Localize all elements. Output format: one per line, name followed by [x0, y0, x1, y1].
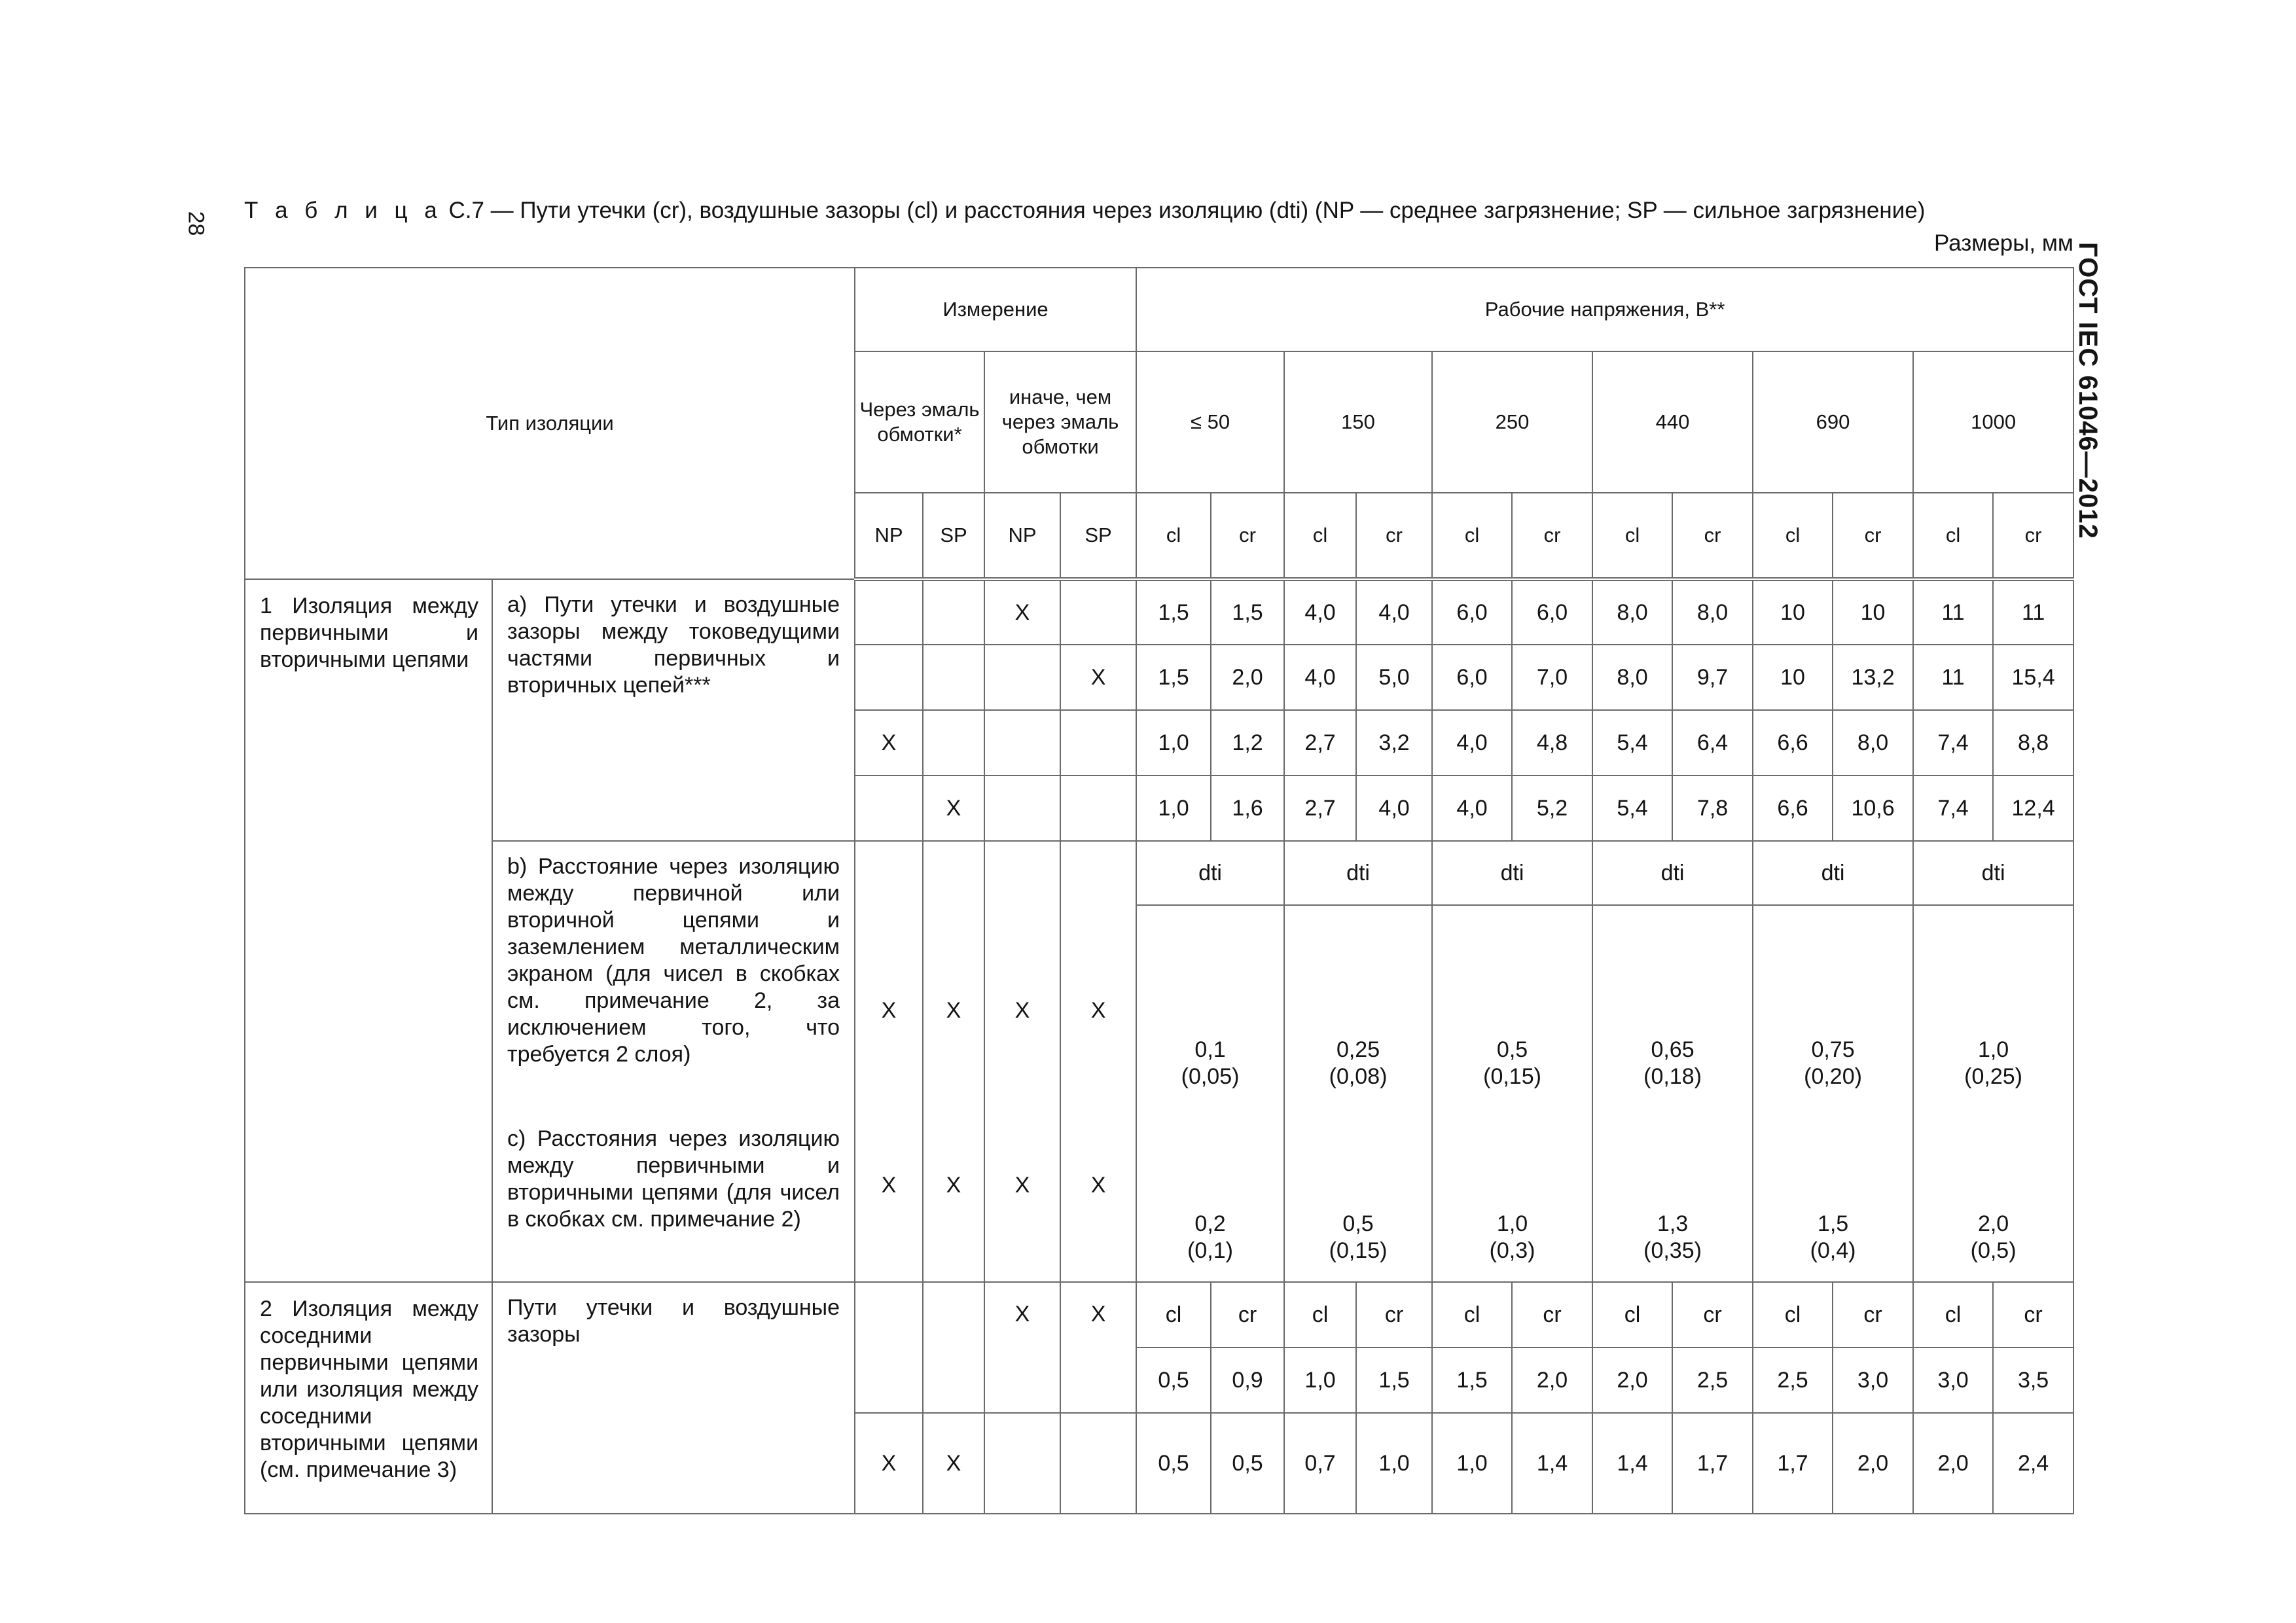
table-row	[245, 841, 2073, 905]
dti-b-paren: (0,18)	[1643, 1064, 1702, 1089]
mark-cell	[984, 1413, 1060, 1514]
value-cell: 2,5	[1672, 1347, 1753, 1413]
header-measurement: Измерение	[855, 268, 1136, 351]
header-voltage: 690	[1753, 351, 1913, 493]
mark-cell	[984, 645, 1060, 710]
value-cell: 6,6	[1753, 710, 1833, 776]
mark-c: X	[946, 1172, 961, 1198]
value-cell: 2,4	[1993, 1413, 2073, 1514]
header-cl: cl	[1136, 493, 1211, 579]
dti-b-value: 0,1	[1194, 1037, 1226, 1062]
dti-c-value: 1,0	[1496, 1211, 1528, 1236]
header-np: NP	[984, 493, 1060, 579]
header-cr: cr	[1672, 493, 1753, 579]
value-cell: 1,5	[1432, 1347, 1512, 1413]
units-label: Размеры, мм	[1933, 230, 2073, 256]
mark-cell	[923, 645, 984, 710]
section-1bc-description	[492, 841, 855, 1282]
section-1a-description: a) Пути утечки и воздушные зазоры между токоведущими частями первичных и вторичных цепей***	[492, 579, 855, 841]
value-cell: 4,0	[1432, 710, 1512, 776]
value-cell: 10	[1753, 645, 1833, 710]
mark-b: X	[1090, 997, 1106, 1023]
value-cell: 1,7	[1753, 1413, 1833, 1514]
header-cr: cr	[1672, 1282, 1753, 1347]
header-cl: cl	[1136, 1282, 1211, 1347]
value-cell: 6,0	[1432, 579, 1512, 645]
dti-c-paren: (0,3)	[1489, 1238, 1535, 1263]
value-cell: 4,8	[1512, 710, 1592, 776]
dti-values	[1432, 905, 1592, 1282]
mark-cell	[855, 841, 923, 1282]
value-cell: 11	[1993, 579, 2073, 645]
value-cell: 15,4	[1993, 645, 2073, 710]
value-cell: 8,0	[1592, 645, 1672, 710]
value-cell: 1,5	[1356, 1347, 1432, 1413]
mark-cell: X	[1060, 1282, 1136, 1413]
section-1-title: 1 Изоляция между первичными и вторичными цепями	[245, 579, 492, 1282]
value-cell: 2,0	[1833, 1413, 1913, 1514]
header-cl: cl	[1592, 1282, 1672, 1347]
header-cr: cr	[1356, 1282, 1432, 1347]
dti-header: dti	[1136, 841, 1284, 905]
table-row	[245, 579, 2073, 645]
value-cell: 3,2	[1356, 710, 1432, 776]
mark-cell	[855, 645, 923, 710]
value-cell: 1,6	[1211, 776, 1284, 841]
standard-designation: ГОСТ IEC 61046—2012	[2073, 242, 2102, 539]
mark-cell	[1060, 776, 1136, 841]
value-cell: 4,0	[1284, 579, 1356, 645]
value-cell: 5,0	[1356, 645, 1432, 710]
value-cell: 1,5	[1211, 579, 1284, 645]
mark-cell	[984, 841, 1060, 1282]
value-cell: 2,0	[1512, 1347, 1592, 1413]
mark-cell	[923, 841, 984, 1282]
section-1c-description: c) Расстояния через изоляцию между первичными и вторичными цепями (для чисел в скобках см. примечание 2)	[507, 1126, 840, 1232]
header-voltage: 250	[1432, 351, 1592, 493]
caption-title: С.7 — Пути утечки (cr), воздушные зазоры (cl) и расстояния через изоляцию (dti) (NP — среднее загрязнение; SP — сильное загрязнение)	[442, 198, 1926, 223]
header-cr: cr	[1993, 493, 2073, 579]
header-cr: cr	[1211, 493, 1284, 579]
mark-c: X	[881, 1172, 897, 1198]
value-cell: 7,0	[1512, 645, 1592, 710]
value-cell: 12,4	[1993, 776, 2073, 841]
value-cell: 13,2	[1833, 645, 1913, 710]
value-cell: 2,5	[1753, 1347, 1833, 1413]
mark-cell	[855, 776, 923, 841]
value-cell: 0,9	[1211, 1347, 1284, 1413]
dti-values	[1592, 905, 1753, 1282]
dti-header: dti	[1913, 841, 2073, 905]
value-cell: 4,0	[1356, 776, 1432, 841]
mark-cell: X	[1060, 645, 1136, 710]
header-voltage: ≤ 50	[1136, 351, 1284, 493]
dti-c-paren: (0,1)	[1187, 1238, 1233, 1263]
value-cell: 3,0	[1913, 1347, 1993, 1413]
header-insulation-type: Тип изоляции	[245, 268, 855, 579]
value-cell: 10,6	[1833, 776, 1913, 841]
header-cr: cr	[1211, 1282, 1284, 1347]
mark-cell	[855, 579, 923, 645]
dti-header: dti	[1432, 841, 1592, 905]
header-cl: cl	[1913, 1282, 1993, 1347]
header-cr: cr	[1512, 493, 1592, 579]
value-cell: 2,0	[1913, 1413, 1993, 1514]
mark-cell	[984, 776, 1060, 841]
mark-cell: X	[984, 579, 1060, 645]
value-cell: 0,5	[1136, 1347, 1211, 1413]
mark-cell: X	[923, 1413, 984, 1514]
header-voltage: 440	[1592, 351, 1753, 493]
dti-header: dti	[1284, 841, 1432, 905]
dti-values	[1753, 905, 1913, 1282]
dti-b-paren: (0,05)	[1181, 1064, 1240, 1089]
value-cell: 11	[1913, 579, 1993, 645]
header-cl: cl	[1284, 1282, 1356, 1347]
mark-cell: X	[855, 710, 923, 776]
header-cl: cl	[1913, 493, 1993, 579]
section-1b-description: b) Расстояние через изоляцию между первичной или вторичной цепями и заземлением металлическим экраном (для чисел в скобках см. примечание 2, за исключением того, что требуется 2 слоя)	[507, 854, 840, 1067]
value-cell: 2,0	[1211, 645, 1284, 710]
value-cell: 6,0	[1432, 645, 1512, 710]
header-other-than-enamel: иначе, чем через эмаль обмотки	[984, 351, 1136, 493]
value-cell: 7,8	[1672, 776, 1753, 841]
dti-b-paren: (0,20)	[1804, 1064, 1862, 1089]
dti-b-value: 0,65	[1651, 1037, 1695, 1062]
header-sp: SP	[923, 493, 984, 579]
dti-c-paren: (0,5)	[1970, 1238, 2017, 1263]
mark-cell	[1060, 841, 1136, 1282]
value-cell: 2,7	[1284, 776, 1356, 841]
dti-b-value: 1,0	[1977, 1037, 2009, 1062]
value-cell: 1,0	[1284, 1347, 1356, 1413]
dti-c-value: 1,5	[1817, 1211, 1849, 1236]
header-cl: cl	[1432, 1282, 1512, 1347]
table-caption	[244, 198, 1925, 224]
dti-c-value: 0,2	[1194, 1211, 1226, 1236]
mark-cell	[923, 710, 984, 776]
value-cell: 1,5	[1136, 645, 1211, 710]
value-cell: 9,7	[1672, 645, 1753, 710]
value-cell: 0,5	[1136, 1413, 1211, 1514]
header-voltage: 150	[1284, 351, 1432, 493]
dti-b-value: 0,75	[1811, 1037, 1855, 1062]
value-cell: 4,0	[1432, 776, 1512, 841]
value-cell: 10	[1833, 579, 1913, 645]
dti-b-paren: (0,15)	[1483, 1064, 1541, 1089]
dti-header: dti	[1592, 841, 1753, 905]
value-cell: 7,4	[1913, 776, 1993, 841]
value-cell: 2,0	[1592, 1347, 1672, 1413]
value-cell: 6,6	[1753, 776, 1833, 841]
value-cell: 1,0	[1356, 1413, 1432, 1514]
value-cell: 1,4	[1592, 1413, 1672, 1514]
mark-cell: X	[984, 1282, 1060, 1413]
value-cell: 1,4	[1512, 1413, 1592, 1514]
dti-c-paren: (0,4)	[1810, 1238, 1856, 1263]
value-cell: 8,0	[1672, 579, 1753, 645]
mark-cell	[923, 1282, 984, 1413]
value-cell: 10	[1753, 579, 1833, 645]
header-cl: cl	[1284, 493, 1356, 579]
header-via-enamel: Через эмаль обмотки*	[855, 351, 984, 493]
header-np: NP	[855, 493, 923, 579]
header-cl: cl	[1592, 493, 1672, 579]
header-cr: cr	[1356, 493, 1432, 579]
header-voltage: 1000	[1913, 351, 2073, 493]
value-cell: 1,0	[1136, 776, 1211, 841]
header-cl: cl	[1432, 493, 1512, 579]
header-sp: SP	[1060, 493, 1136, 579]
section-2-description: Пути утечки и воздушные зазоры	[492, 1282, 855, 1514]
header-cr: cr	[1993, 1282, 2073, 1347]
header-cr: cr	[1833, 1282, 1913, 1347]
value-cell: 1,7	[1672, 1413, 1753, 1514]
value-cell: 8,0	[1592, 579, 1672, 645]
page-number: 28	[183, 211, 209, 236]
mark-cell	[855, 1282, 923, 1413]
value-cell: 5,2	[1512, 776, 1592, 841]
dti-c-paren: (0,15)	[1329, 1238, 1388, 1263]
table-row	[245, 1282, 2073, 1347]
value-cell: 1,2	[1211, 710, 1284, 776]
dti-header: dti	[1753, 841, 1913, 905]
dti-b-value: 0,25	[1336, 1037, 1380, 1062]
dti-c-value: 0,5	[1342, 1211, 1374, 1236]
mark-b: X	[946, 997, 961, 1023]
value-cell: 6,4	[1672, 710, 1753, 776]
mark-c: X	[1014, 1172, 1030, 1198]
value-cell: 1,5	[1136, 579, 1211, 645]
dti-values	[1284, 905, 1432, 1282]
value-cell: 7,4	[1913, 710, 1993, 776]
dti-values	[1136, 905, 1284, 1282]
value-cell: 1,0	[1432, 1413, 1512, 1514]
mark-c: X	[1090, 1172, 1106, 1198]
value-cell: 0,5	[1211, 1413, 1284, 1514]
mark-cell	[1060, 579, 1136, 645]
value-cell: 2,7	[1284, 710, 1356, 776]
clearance-table	[244, 267, 2074, 1514]
mark-cell	[923, 579, 984, 645]
mark-b: X	[1014, 997, 1030, 1023]
mark-cell	[1060, 1413, 1136, 1514]
mark-cell	[1060, 710, 1136, 776]
dti-c-value: 1,3	[1657, 1211, 1689, 1236]
value-cell: 5,4	[1592, 776, 1672, 841]
dti-c-value: 2,0	[1977, 1211, 2009, 1236]
value-cell: 8,8	[1993, 710, 2073, 776]
value-cell: 1,0	[1136, 710, 1211, 776]
dti-values	[1913, 905, 2073, 1282]
dti-b-value: 0,5	[1496, 1037, 1528, 1062]
value-cell: 4,0	[1356, 579, 1432, 645]
value-cell: 3,5	[1993, 1347, 2073, 1413]
dti-c-paren: (0,35)	[1643, 1238, 1702, 1263]
mark-cell: X	[923, 776, 984, 841]
value-cell: 4,0	[1284, 645, 1356, 710]
dti-b-paren: (0,25)	[1964, 1064, 2022, 1089]
value-cell: 5,4	[1592, 710, 1672, 776]
header-cl: cl	[1753, 1282, 1833, 1347]
value-cell: 0,7	[1284, 1413, 1356, 1514]
value-cell: 8,0	[1833, 710, 1913, 776]
dti-b-paren: (0,08)	[1329, 1064, 1388, 1089]
header-cl: cl	[1753, 493, 1833, 579]
header-cr: cr	[1512, 1282, 1592, 1347]
mark-b: X	[881, 997, 897, 1023]
section-2-title: 2 Изоляция между соседними первичными цепями или изоляция между соседними вторичными цепями (см. примечание 3)	[245, 1282, 492, 1514]
mark-cell: X	[855, 1413, 923, 1514]
mark-cell	[984, 710, 1060, 776]
header-working-voltages: Рабочие напряжения, В**	[1136, 268, 2073, 351]
value-cell: 6,0	[1512, 579, 1592, 645]
caption-prefix: Т а б л и ц а	[244, 198, 442, 223]
value-cell: 3,0	[1833, 1347, 1913, 1413]
value-cell: 11	[1913, 645, 1993, 710]
header-cr: cr	[1833, 493, 1913, 579]
